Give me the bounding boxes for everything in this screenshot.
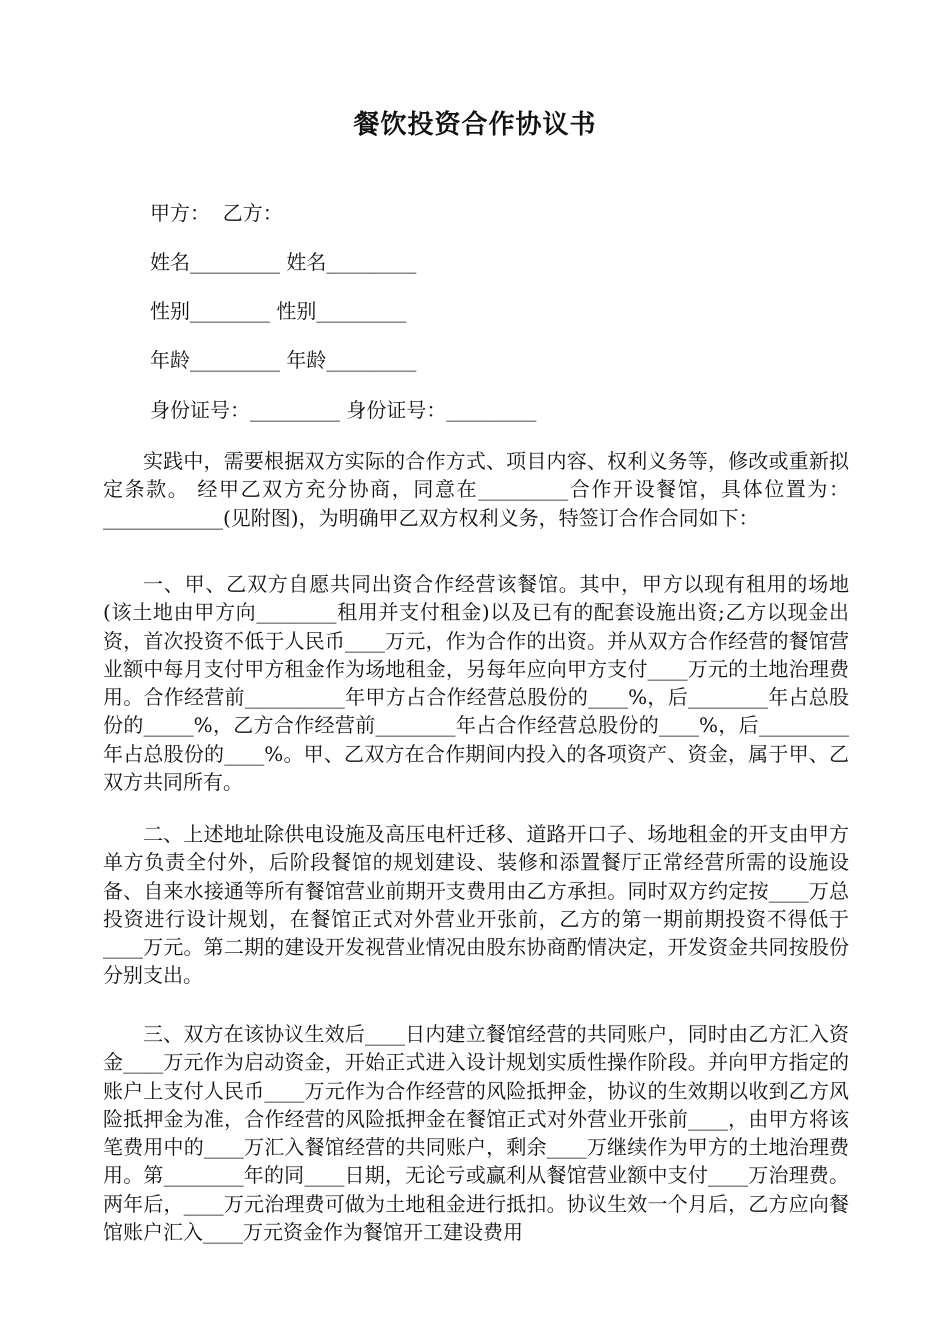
gender-line: 性别________ 性别_________ — [150, 299, 407, 323]
id-number-line: 身份证号：_________ 身份证号：_________ — [150, 398, 537, 422]
paragraph-article-2: 二、上述地址除供电设施及高压电杆迁移、道路开口子、场地租金的开支由甲方单方负责全付外，后阶段餐馆的规划建设、装修和添置餐厅正常经营所需的设施设备、自来水接通等所有餐馆营业前期开支费用由乙方承担。同时双方约定按____万总投资进行设计规划，在餐馆正式对外营业开张前，乙方的第一期前期投资不得低于____万元。第二期的建设开发视营业情况由股东协商酌情决定，开发资金共同按股份分别支出。 — [103, 822, 849, 988]
parties-line: 甲方： 乙方： — [150, 201, 283, 225]
age-line: 年龄_________ 年龄_________ — [150, 348, 417, 372]
document-title: 餐饮投资合作协议书 — [353, 110, 597, 140]
paragraph-intro: 实践中，需要根据双方实际的合作方式、项目内容、权利义务等，修改或重新拟定条款。 经甲乙双方充分协商，同意在_________合作开设餐馆，具体位置为：____________(见附图)，为明确甲乙双方权利义务，特签订合作合同如下： — [103, 449, 849, 530]
paragraph-article-1: 一、甲、乙双方自愿共同出资合作经营该餐馆。其中，甲方以现有租用的场地(该土地由甲方向________租用并支付租金)以及已有的配套设施出资;乙方以现金出资，首次投资不低于人民币____万元，作为合作的出资。并从双方合作经营的餐馆营业额中每月支付甲方租金作为场地租金，另每年应向甲方支付____万元的土地治理费用。合作经营前__________年甲方占合作经营总股份的____%，后________年占总股份的_____%，乙方合作经营前________年占合作经营总股份的____%，后_________年占总股份的____%。甲、乙双方在合作期间内投入的各项资产、资金，属于甲、乙双方共同所有。 — [103, 572, 849, 795]
name-line: 姓名_________ 姓名_________ — [150, 250, 417, 274]
paragraph-article-3: 三、双方在该协议生效后____日内建立餐馆经营的共同账户，同时由乙方汇入资金____万元作为启动资金，开始正式进入设计规划实质性操作阶段。并向甲方指定的账户上支付人民币____万元作为合作经营的风险抵押金，协议的生效期以收到乙方风险抵押金为准，合作经营的风险抵押金在餐馆正式对外营业开张前____，由甲方将该笔费用中的____万汇入餐馆经营的共同账户，剩余____万继续作为甲方的土地治理费用。第________年的同____日期，无论亏或赢利从餐馆营业额中支付____万治理费。两年后，____万元治理费可做为土地租金进行抵扣。协议生效一个月后，乙方应向餐馆账户汇入____万元资金作为餐馆开工建设费用 — [103, 1022, 849, 1245]
